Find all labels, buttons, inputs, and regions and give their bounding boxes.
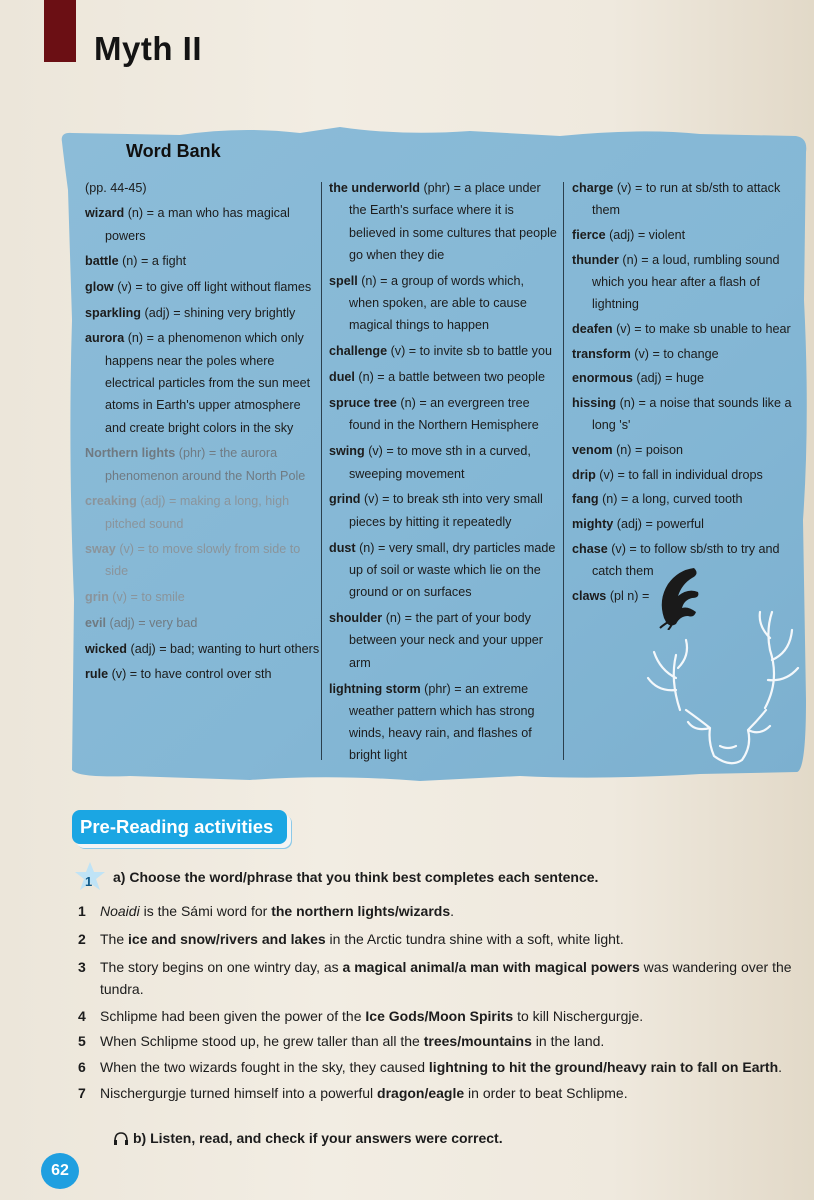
word-entry: battle (n) = a fight [85,254,187,269]
word-bank-title: Word Bank [126,141,221,161]
activity-number: 1 [85,874,93,889]
word-entry: evil (adj) = very bad [85,615,198,630]
pre-reading-heading: Pre-Reading activities [72,810,287,844]
word-entry: grin (v) = to smile [85,590,185,605]
word-entry: sway (v) = to move slowly from side to side [85,542,301,579]
word-entry: thunder (n) = a loud, rumbling sound which you hear after a flash of lightning [572,252,780,312]
word-entry: challenge (v) = to invite sb to battle you [329,344,552,359]
activity-instruction-a: a) Choose the word/phrase that you think best completes each sentence. [113,869,599,885]
word-entry: wicked (adj) = bad; wanting to hurt others [85,641,320,656]
word-entry: aurora (n) = a phenomenon which only happens near the poles where electrical particles from the sun meet atoms in Earth's upper atmosphere and create bright colors in the sky [85,331,311,435]
word-entry: glow (v) = to give off light without flames [85,279,312,294]
question-item: 4 Schlipme had been given the power of the Ice Gods/Moon Spirits to kill Nischergurgje. [78,1008,644,1024]
word-bank-column-1 [85,177,320,689]
word-entry: spruce tree (n) = an evergreen tree found in the Northern Hemisphere [329,396,539,433]
word-entry: chase (v) = to follow sb/sth to try and catch them [572,541,780,579]
question-item: 7 Nischergurgje turned himself into a powerful dragon/eagle in order to beat Schlipme. [78,1085,628,1101]
question-item: 2 The ice and snow/rivers and lakes in the Arctic tundra shine with a soft, white light. [78,931,624,947]
word-entry: lightning storm (phr) = an extreme weather pattern which has strong winds, heavy rain, and flashes of bright light [329,681,535,763]
word-entry: dust (n) = very small, dry particles made up of soil or waste which lie on the ground or on surfaces [329,540,556,600]
page-reference: (pp. 44-45) [85,181,147,195]
word-entry: swing (v) = to move sth in a curved, sweeping movement [329,444,531,481]
word-entry: enormous (adj) = huge [572,371,704,386]
word-bank-column-2 [329,177,557,770]
word-entry: claws (pl n) = [572,588,650,603]
word-entry: charge (v) = to run at sb/sth to attack them [572,181,781,218]
page-number: 62 [41,1153,79,1189]
word-entry: hissing (n) = a noise that sounds like a long 's' [572,396,792,433]
word-entry: transform (v) = to change [572,346,719,361]
column-divider [563,182,564,760]
word-entry: the underworld (phr) = a place under the Earth's surface where it is believed in some cultures that people go when they die [329,181,557,262]
word-entry: spell (n) = a group of words which, when spoken, are able to cause magical things to happen [329,273,527,333]
word-entry: shoulder (n) = the part of your body between your neck and your upper arm [329,611,543,670]
question-item: 6 When the two wizards fought in the sky, they caused lightning to hit the ground/heavy rain to fall on Earth. [78,1059,783,1075]
question-item: 5 When Schlipme stood up, he grew taller than all the trees/mountains in the land. [78,1033,605,1049]
column-divider [321,182,322,760]
claw-icon [654,560,704,630]
word-entry: deafen (v) = to make sb unable to hear [572,321,791,336]
word-entry: fierce (adj) = violent [572,227,686,242]
word-entry: grind (v) = to break sth into very small pieces by hitting it repeatedly [329,492,543,529]
word-entry: venom (n) = poison [572,443,683,457]
word-entry: creaking (adj) = making a long, high pitched sound [85,494,290,531]
headphones-icon [113,1131,129,1145]
word-entry: fang (n) = a long, curved tooth [572,492,743,507]
question-item: 1 Noaidi is the Sámi word for the northern lights/wizards. [78,903,454,919]
word-entry: rule (v) = to have control over sth [85,667,272,682]
word-entry: wizard (n) = a man who has magical powers [85,206,290,243]
activity-instruction-b: b) Listen, read, and check if your answers were correct. [113,1130,503,1146]
page-title: Myth II [94,30,202,67]
word-bank-column-3 [572,177,808,609]
question-item: 3 The story begins on one wintry day, as a magical animal/a man with magical powers was wandering over the tundra. [78,959,792,997]
word-entry: sparkling (adj) = shining very brightly [85,305,296,320]
word-entry: duel (n) = a battle between two people [329,370,545,385]
word-entry: mighty (adj) = powerful [572,517,704,532]
word-entry: drip (v) = to fall in individual drops [572,467,763,482]
word-entry: Northern lights (phr) = the aurora phenomenon around the North Pole [85,446,306,483]
